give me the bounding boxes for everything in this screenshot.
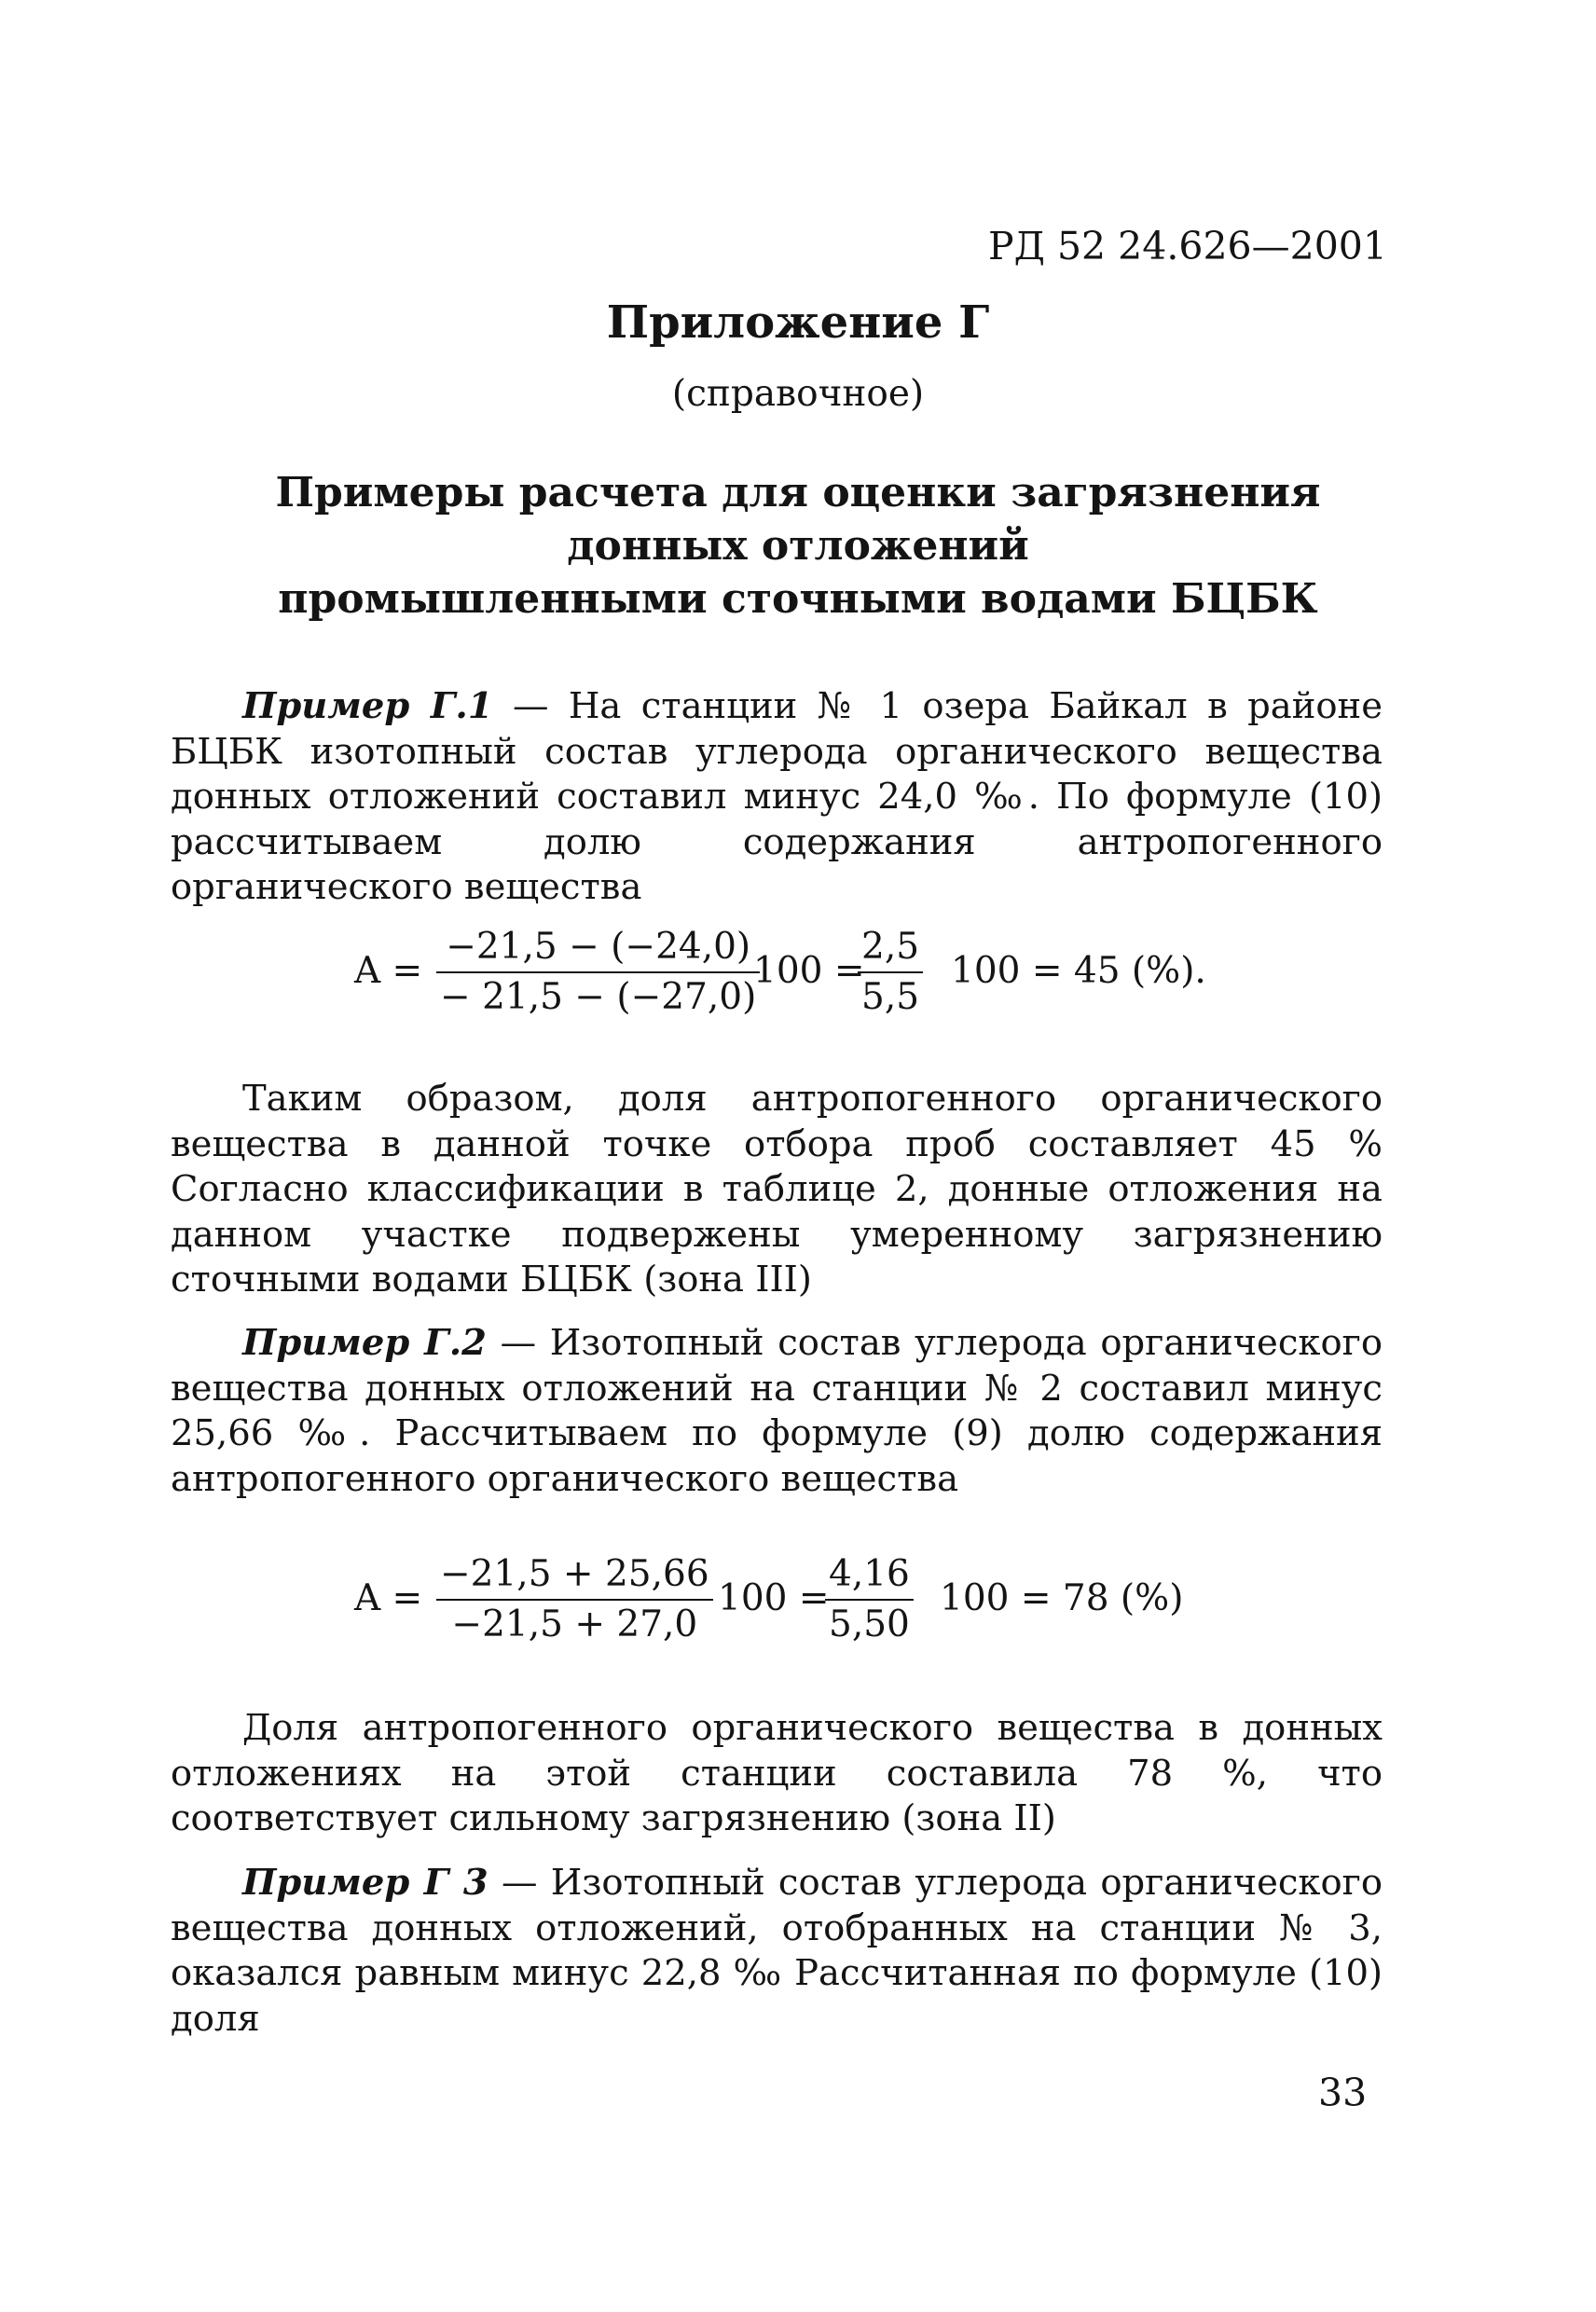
main-title-line2: донных отложений (567, 522, 1029, 570)
formula1-frac1-numerator: −21,5 − (−24,0) (436, 925, 760, 973)
example3-paragraph (171, 1861, 1383, 2042)
formula2-multiplier: 100 = (718, 1577, 830, 1619)
formula2-frac2-denominator: 5,50 (829, 1603, 910, 1645)
formula2-frac1-denominator: −21,5 + 27,0 (451, 1603, 698, 1645)
example2-paragraph (171, 1321, 1383, 1502)
formula2-frac2-numerator: 4,16 (825, 1552, 914, 1601)
example1-text: — На станции № 1 озера Байкал в районе БЦБК изотопный состав углерода органического вещества донных отложений составил минус 24,0 ‰. По формуле (10) рассчитываем долю содержания антропогенного органического вещества (171, 685, 1383, 908)
formula2-lhs: A = (354, 1577, 423, 1619)
appendix-subtitle: (справочное) (671, 373, 925, 415)
main-title-line3: промышленными сточными водами БЦБК (278, 575, 1318, 623)
formula1-frac2-denominator: 5,5 (861, 976, 920, 1018)
example1-paragraph (171, 684, 1383, 911)
example1-conclusion-text: Таким образом, доля антропогенного органического вещества в данной точке отбора проб составляет 45 % Согласно классификации в таблице 2, донные отложения на данном участке подвержены умеренному загрязнению сточными водами БЦБК (зона III) (171, 1078, 1383, 1300)
example1-conclusion (171, 1077, 1383, 1303)
example2-text: — Изотопный состав углерода органического вещества донных отложений на станции № 2 составил минус 25,66 ‰. Рассчитываем по формуле (9) долю содержания антропогенного органического вещества (171, 1322, 1383, 1500)
formula2-fraction1 (436, 1552, 713, 1647)
formula1-lhs: A = (354, 950, 423, 992)
main-title-line1: Примеры расчета для оценки загрязнения (275, 469, 1321, 516)
example2-conclusion (171, 1706, 1383, 1842)
formula2-fraction2 (825, 1552, 914, 1647)
formula1-fraction1 (436, 925, 760, 1020)
example3-label: Пример Г 3 (242, 1862, 488, 1904)
main-title (0, 466, 1596, 626)
formula2-frac1-numerator: −21,5 + 25,66 (436, 1552, 713, 1601)
example3-text: — Изотопный состав углерода органического вещества донных отложений, отобранных на станции № 3, оказался равным минус 22,8 ‰ Рассчитанная по формуле (10) доля (171, 1862, 1383, 2040)
formula1-result: 100 = 45 (%). (951, 950, 1206, 992)
formula2-result: 100 = 78 (%) (940, 1577, 1184, 1619)
document-code: РД 52 24.626—2001 (988, 224, 1387, 268)
formula1-frac2-numerator: 2,5 (858, 925, 923, 973)
formula1-multiplier: 100 = (753, 950, 865, 992)
page-number: 33 (1318, 2071, 1368, 2115)
example1-label: Пример Г.1 (242, 685, 493, 727)
example2-conclusion-text: Доля антропогенного органического вещества в донных отложениях на этой станции составила 78 %, что соответствует сильному загрязнению (зона II) (171, 1707, 1383, 1839)
appendix-title: Приложение Г (606, 296, 990, 349)
formula1-fraction2 (858, 925, 923, 1020)
example2-label: Пример Г.2 (242, 1322, 487, 1364)
formula1-frac1-denominator: − 21,5 − (−27,0) (440, 976, 757, 1018)
